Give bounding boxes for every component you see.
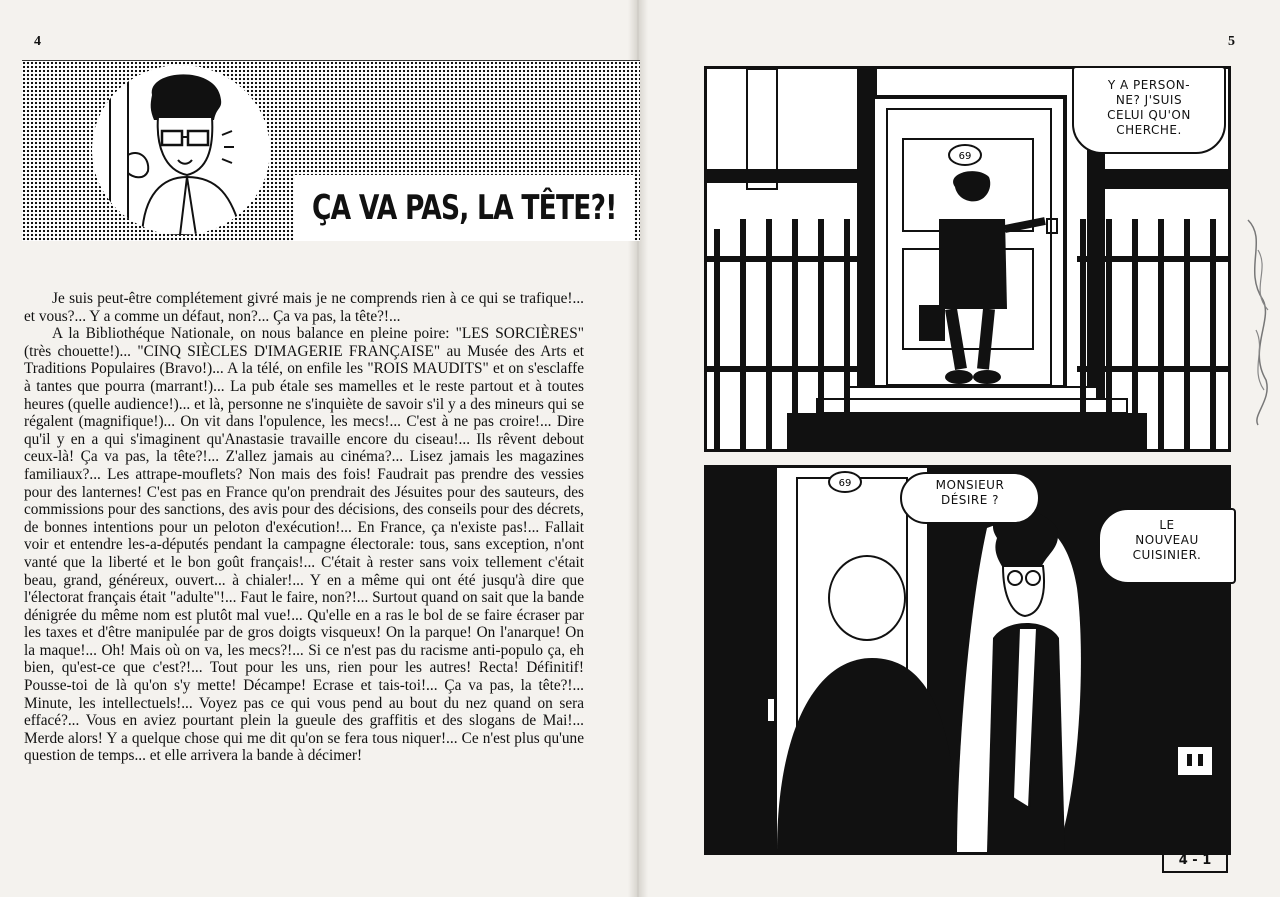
door-number-2: 69: [838, 478, 852, 489]
speech-bubble-2: MONSIEUR DÉSIRE ?: [900, 472, 1040, 524]
article-title-box: [294, 175, 634, 241]
page-number-left: 4: [34, 34, 41, 49]
paragraph: A la Bibliothéque Nationale, on nous balance en pleine poire: "LES SORCIÈRES" (très chouette!)... "CINQ SIÈCLES D'IMAGERIE FRANÇAISE" au Musée des Arts et Traditions Populaires (Bravo!)... A la télé, on enfile les "ROIS MAUDITS" et on s'esclaffe à tantes que pourra (marrant!)... La pub étale ses mamelles et le reste partout et à toutes heures (quelle audience!)... et là, personne ne s'inquiète de savoir s'il y a des mineurs qui se régalent (magnifique!)... On vit dans l'opulence, les mecs!... C'est à ne pas croire!... Dire qu'il y en a qui s'imaginent qu'Anastasie travaille encore du ciseau!... Ils rêvent debout ceux-là! Ça va pas, la tête?!... Z'allez jamais au cinéma?... Lisez jamais les magazines familiaux?... Les attrape-mouflets? Non mais des fois! Faudrait pas prendre des vessies pour des lanternes! C'est pas en France qu'on prendrait des Jésuites pour des sauteurs, des commissions pour des sanctions, des avis pour des décisions, des conseils pour des décrets, de bonnes intentions pour un peloton d'exécution!... En France, ça n'existe pas!... Fallait voir et entendre les-a-députés pendant la campagne électorale: tous, sans exception, n'ont vanté que la liberté et le bon goût français!... C'était à rester sans voix tellement c'était beau, grand, généreux, ouvert... à chialer!... Y en a même qui ont été jusqu'à dire que l'électorat français était "adulte"!... Faut le faire, non?!... Surtout quand on sait que la bande dénigrée du même nom est plutôt mal vue!... Qu'elle en a ras le bol de se faire écraser par les taxes et d'être manipulée par de gros doigts visqueux! On la parque! On l'anarque! On la maque!... Oh! Mais où on va, les mecs?!... Si ce n'est pas du racisme anti-populo ça, eh bien, qu'est-ce que c'est?!... Tout pour les uns, rien pour les autres! Recta! Définitif! Pousse-toi de là qu'on s'y mette! Décampe! Ecrase et tais-toi!... Ça va pas, la tête?!... Minute, les intellectuels!... Voyez pas ce qui vous pend au bout du nez quand on sera effacé?... Vous en aviez pourtant plein la gueule des graffitis et des slogans de Mai!... Merde alors! Y a quelque chose qui me dit qu'on se fera tous niquer!... Ce n'est plus qu'une question de temps... et elle arrivera la bande à décimer!: [24, 325, 584, 765]
speech-bubble-1: Y A PERSON- NE? J'SUIS CELUI QU'ON CHERCHE.: [1072, 66, 1226, 154]
speech-bubble-3: LE NOUVEAU CUISINIER.: [1098, 508, 1236, 584]
page-code: 4 - 1: [1162, 851, 1228, 873]
article-body: [24, 290, 584, 765]
article-title: ÇA VA PAS, LA TÊTE?!: [311, 188, 617, 228]
article-header-banner: [22, 60, 640, 241]
paragraph: Je suis peut-être complétement givré mais je ne comprends rien à ce qui se trafique!... et vous?... Y a comme un défaut, non?... Ça va pas, la tête?!...: [24, 290, 584, 325]
door-number: 69: [958, 151, 972, 162]
artist-signature: [1238, 210, 1278, 430]
portrait-illustration: [92, 65, 270, 235]
page-number-right: 5: [1228, 34, 1235, 49]
